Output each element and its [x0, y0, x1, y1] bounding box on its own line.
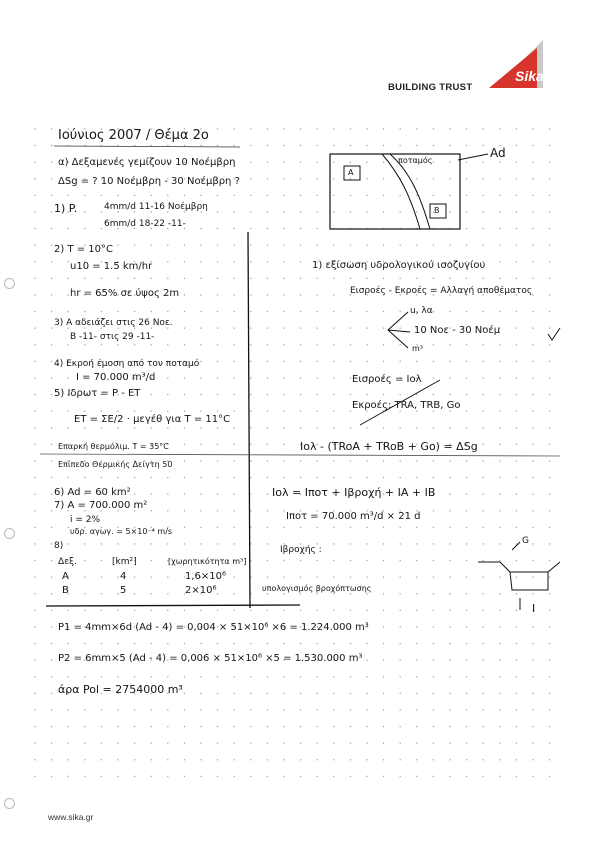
a-line: 3) A αδειάζει στις 26 Νοε. — [54, 318, 173, 328]
sketch-label-ad: Ad — [490, 146, 506, 160]
table-row-a-cap: 1,6×10⁶ — [185, 571, 227, 582]
table-row-b-area: 5 — [120, 585, 127, 596]
calc-p1: P1 = 4mm×6d (Ad - 4) = 0,004 × 51×10⁶ ×6 = 1.224.000 m³ — [58, 622, 369, 633]
solution-s3-b: 10 Νοε - 30 Νοέμ — [414, 325, 501, 336]
q4-line1: 4) Εκροή έμοση από τον ποταμό — [54, 359, 200, 369]
fig-label-g: G — [522, 536, 529, 546]
table-header-3: [χωρητικότητα m³] — [168, 557, 247, 566]
t-line: 2) T = 10°C — [54, 244, 113, 255]
fig-label-i: I — [532, 602, 536, 615]
solution-balance: Iολ - (TRoA + TRoB + Go) = ΔSg — [300, 440, 478, 453]
sketch-label-river: ποταμός — [398, 156, 433, 165]
evap-line1: Επαρκή θερμόλιμ. T = 35°C — [58, 442, 169, 451]
p-label: 1) P. — [54, 202, 78, 215]
solution-inflows: Εισροές = Iολ — [352, 374, 422, 385]
table-row-b-cap: 2×10⁶ — [185, 585, 217, 596]
table-row-a-area: 4 — [120, 571, 127, 582]
solution-outflows: Εκροές: TRA, TRB, Go — [352, 400, 461, 411]
solution-catch: υπολογισμός βροχόπτωσης — [262, 584, 372, 593]
b-line: B -11- στις 29 -11- — [70, 332, 155, 342]
brand-tagline: BUILDING TRUST — [388, 82, 473, 93]
h-line: hr = 65% σε ύψος 2m — [70, 288, 180, 299]
q5-line: 5) Iδρωτ = P - ET — [54, 388, 141, 399]
q1-line2: ΔSg = ? 10 Νοέμβρη - 30 Νοέμβρη ? — [58, 176, 240, 187]
table-header-2: [km²] — [112, 557, 137, 567]
solution-s1: 1) εξίσωση υδρολογικού ισοζυγίου — [312, 260, 486, 271]
solution-s3-c: m³ — [412, 344, 423, 353]
table-row-b-name: B — [62, 585, 69, 596]
q8-label: 8) — [54, 541, 64, 551]
p-line1: 4mm/d 11-16 Νοέμβρη — [104, 202, 208, 212]
sketch-label-a: A — [348, 168, 354, 177]
page-title: Ιούνιος 2007 / Θέμα 2ο — [58, 128, 209, 143]
solution-ipot: Iποτ = 70.000 m³/d × 21 d — [286, 511, 421, 522]
solution-s2: Εισροές - Εκροές = Αλλαγή αποθέματος — [350, 286, 533, 296]
et-line: ET = ΣΕ/2 · μεγέθ για T = 11°C — [74, 414, 231, 425]
footer-url: www.sika.gr — [48, 812, 94, 822]
i-line: i = 2% — [70, 515, 101, 525]
calc-p2: P2 = 6mm×5 (Ad - 4) = 0,006 × 51×10⁶ ×5 = 1.530.000 m³ — [58, 653, 363, 664]
solution-iol: Iολ = Iποτ + Iβροχή + IA + IB — [272, 486, 436, 499]
u-line: u10 = 1.5 km/hr — [70, 261, 153, 272]
evap-line2: Επίπεδο Θερμικής Δείγτη 50 — [58, 460, 173, 469]
q7-line: 7) A = 700.000 m² — [54, 500, 148, 511]
q1-line1: α) Δεξαμενές γεμίζουν 10 Νοέμβρη — [58, 157, 236, 168]
table-header-1: Δεξ. — [58, 557, 77, 567]
q6-line: 6) Ad = 60 km² — [54, 487, 131, 498]
q4-line2: I = 70.000 m³/d — [76, 372, 156, 383]
calc-total: άρα Pol = 2754000 m³ — [58, 683, 183, 696]
sketch-label-b: B — [434, 206, 440, 215]
logo-text: Sika — [515, 68, 544, 84]
solution-ibroch: Iβροχής : — [280, 545, 322, 555]
table-row-a-name: A — [62, 571, 69, 582]
p-line2: 6mm/d 18-22 -11- — [104, 219, 186, 229]
solution-s3-a: u, λα — [410, 306, 433, 316]
k-line: υδρ. αγωγ. = 5×10⁻⁴ m/s — [70, 527, 173, 536]
